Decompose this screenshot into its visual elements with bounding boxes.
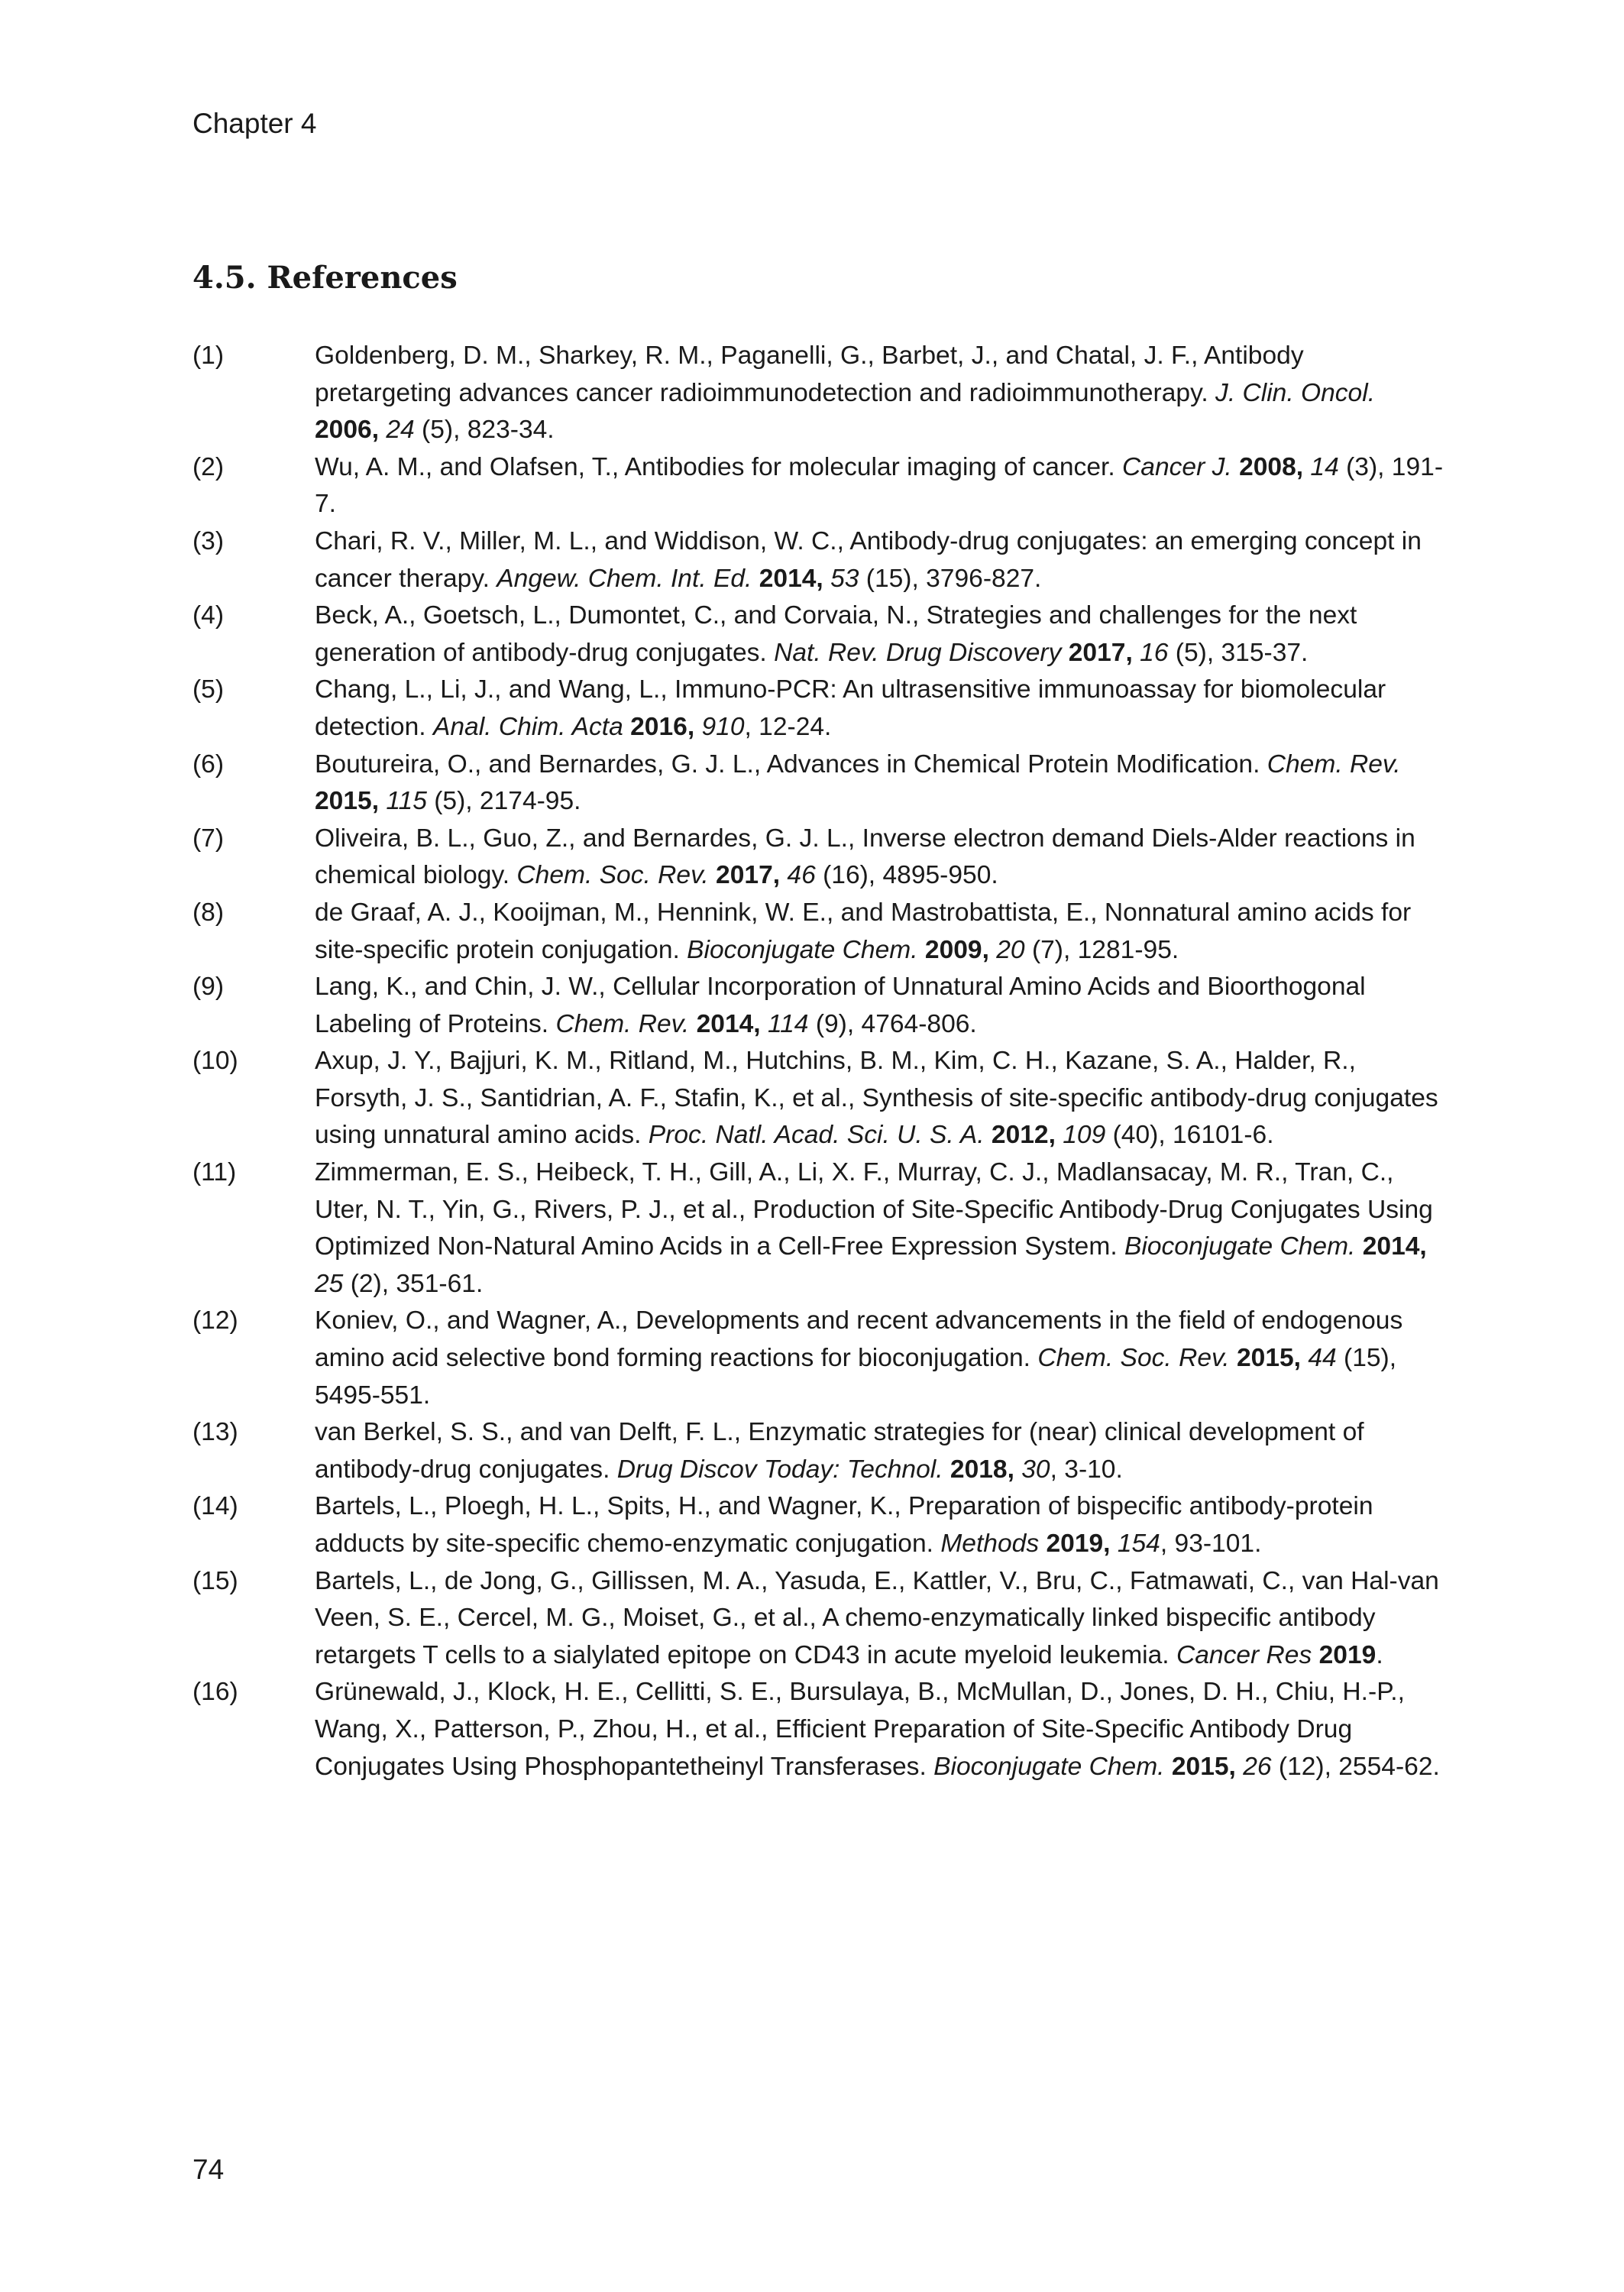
reference-title: Preparation of bispecific antibody-protein adducts by site-specific chemo-enzymatic conjugation. [315,1492,1373,1558]
reference-item [192,1414,1445,1488]
reference-year: 2009, [924,935,989,964]
reference-text [315,1563,1445,1675]
reference-title: Nonnatural amino acids for site-specific protein conjugation. [315,898,1412,964]
reference-number: (10) [192,1047,238,1076]
reference-title: Developments and recent advancements in the field of endogenous amino acid selective bond forming reactions for bioconjugation. [315,1306,1403,1373]
reference-year: 2014, [1362,1232,1427,1261]
reference-text [315,449,1445,523]
reference-item [192,895,1445,969]
reference-text [315,597,1445,672]
reference-item [192,1488,1445,1562]
reference-number: (13) [192,1418,238,1447]
reference-volume: 46 [780,861,816,890]
reference-text [315,672,1445,746]
reference-authors: Boutureira, O., and Bernardes, G. J. L., [315,749,767,779]
reference-journal: Cancer Res [1176,1640,1312,1669]
reference-pages: , 3-10. [1050,1455,1123,1484]
reference-year: 2018, [949,1455,1014,1484]
section-title: 4.5. References [192,260,458,296]
reference-number: (8) [192,898,225,927]
reference-number: (14) [192,1492,238,1521]
reference-number: (2) [192,452,225,481]
reference-number: (6) [192,749,225,779]
reference-separator [1312,1641,1318,1669]
reference-journal: Chem. Soc. Rev. [1037,1344,1230,1373]
reference-year: 2015, [315,787,380,816]
reference-title: Immuno-PCR: An ultrasensitive immunoassay for biomolecular detection. [315,675,1386,741]
reference-pages: , 12-24. [744,712,832,741]
reference-title: Synthesis of site-specific antibody-drug conjugates using unnatural amino acids. [315,1083,1438,1150]
reference-item [192,746,1445,821]
reference-title: Efficient Preparation of Site-Specific Antibody Drug Conjugates Using Phosphopantetheinyl Transferases. [315,1714,1353,1781]
reference-pages: (5), 2174-95. [426,787,581,816]
reference-journal: Proc. Natl. Acad. Sci. U. S. A. [648,1121,985,1150]
reference-item [192,1043,1445,1154]
reference-title: Strategies and challenges for the next generation of antibody-drug conjugates. [315,601,1357,667]
reference-separator [752,565,759,593]
reference-volume: 26 [1235,1752,1272,1781]
reference-text [315,969,1445,1043]
reference-volume: 20 [988,935,1025,964]
reference-separator [985,1121,992,1149]
reference-journal: J. Clin. Oncol. [1215,378,1376,407]
reference-title: Cellular Incorporation of Unnatural Amino Acids and Bioorthogonal Labeling of Proteins. [315,973,1366,1038]
reference-item [192,449,1445,523]
reference-pages: (15), 5495-551. [315,1344,1397,1410]
reference-item [192,1303,1445,1414]
reference-year: 2014, [696,1009,761,1038]
reference-pages: (15), 3796-827. [859,564,1042,593]
reference-year: 2015, [1171,1752,1236,1781]
reference-number: (4) [192,601,225,630]
reference-number: (12) [192,1306,238,1335]
reference-authors: Grünewald, J., Klock, H. E., Cellitti, S. E., Bursulaya, B., McMullan, D., Jones, D. H., Chiu, H.-P., Wang, X., Patterson, P., Zhou, H., et al., [315,1678,1405,1743]
reference-volume: 115 [379,787,427,816]
reference-authors: Chang, L., Li, J., and Wang, L., [315,675,675,704]
reference-pages: (3), 191-7. [315,452,1444,519]
reference-text [315,1488,1445,1562]
reference-text [315,523,1445,597]
reference-number: (11) [192,1158,237,1187]
reference-year: 2017, [1068,638,1133,667]
reference-number: (7) [192,824,225,853]
reference-authors: Oliveira, B. L., Guo, Z., and Bernardes, G. J. L., [315,824,862,853]
reference-volume: 154 [1110,1530,1160,1558]
reference-item [192,1563,1445,1675]
reference-separator [1061,639,1068,667]
reference-separator [918,936,925,964]
reference-item [192,672,1445,746]
reference-pages: . [1376,1640,1383,1669]
reference-year: 2015, [1236,1344,1301,1373]
reference-separator [1230,1344,1237,1372]
reference-volume: 16 [1132,638,1169,667]
reference-pages: (5), 823-34. [414,416,555,445]
reference-journal: Bioconjugate Chem. [1124,1232,1356,1261]
reference-list [192,338,1445,1785]
reference-authors: Goldenberg, D. M., Sharkey, R. M., Paganelli, G., Barbet, J., and Chatal, J. F., [315,342,1204,370]
reference-item [192,969,1445,1043]
reference-text [315,338,1445,449]
reference-authors: Chari, R. V., Miller, M. L., and Widdison, W. C., [315,526,850,555]
reference-text [315,1674,1445,1785]
reference-text [315,821,1445,895]
reference-text [315,1414,1445,1488]
reference-number: (3) [192,526,225,555]
reference-year: 2008, [1239,452,1304,481]
reference-title: A chemo-enzymatically linked bispecific antibody retargets T cells to a sialylated epitope on CD43 in acute myeloid leukemia. [315,1604,1376,1669]
reference-volume: 114 [760,1009,809,1038]
reference-item [192,523,1445,597]
reference-number: (1) [192,342,225,370]
reference-authors: Bartels, L., de Jong, G., Gillissen, M. A., Yasuda, E., Kattler, V., Bru, C., Fatmawati, C., van Hal-van Veen, S. E., Cercel, M. G., Moiset, G., et al., [315,1566,1439,1633]
reference-pages: (16), 4895-950. [815,861,998,890]
reference-text [315,1043,1445,1154]
reference-separator [1232,453,1239,481]
reference-text [315,895,1445,969]
reference-volume: 109 [1055,1121,1106,1150]
reference-journal: Cancer J. [1122,452,1232,481]
reference-year: 2017, [716,861,781,890]
reference-title: Advances in Chemical Protein Modification. [766,749,1267,779]
reference-authors: Beck, A., Goetsch, L., Dumontet, C., and Corvaia, N., [315,601,927,630]
reference-year: 2016, [630,712,695,741]
reference-pages: (7), 1281-95. [1024,935,1179,964]
reference-journal: Methods [940,1530,1040,1558]
reference-year: 2019, [1046,1530,1111,1558]
reference-journal: Bioconjugate Chem. [933,1752,1165,1781]
reference-journal: Chem. Soc. Rev. [516,861,709,890]
reference-journal: Chem. Rev. [1267,749,1401,779]
reference-journal: Bioconjugate Chem. [687,935,918,964]
reference-volume: 44 [1301,1344,1337,1373]
reference-title: Antibody pretargeting advances cancer radioimmunodetection and radioimmunotherapy. [315,342,1304,407]
reference-title: Antibody-drug conjugates: an emerging concept in cancer therapy. [315,526,1422,593]
reference-title: Production of Site-Specific Antibody-Drug Conjugates Using Optimized Non-Natural Amino Acids in a Cell-Free Expression System. [315,1195,1433,1261]
reference-authors: Axup, J. Y., Bajjuri, K. M., Ritland, M., Hutchins, B. M., Kim, C. H., Kazane, S. A., Halder, R., Forsyth, J. S., Santidrian, A. F., Stafin, K., et al., [315,1047,1356,1112]
reference-item [192,1674,1445,1785]
reference-authors: de Graaf, A. J., Kooijman, M., Hennink, W. E., and Mastrobattista, E., [315,898,1105,927]
reference-number: (15) [192,1566,238,1595]
reference-authors: van Berkel, S. S., and van Delft, F. L., [315,1418,749,1447]
reference-year: 2014, [759,564,823,593]
reference-authors: Bartels, L., Ploegh, H. L., Spits, H., and Wagner, K., [315,1492,909,1521]
reference-year: 2006, [315,416,380,445]
reference-title: Antibodies for molecular imaging of cancer. [624,452,1123,481]
reference-volume: 53 [823,564,859,593]
reference-pages: , 93-101. [1160,1530,1262,1558]
reference-volume: 14 [1303,452,1339,481]
reference-separator [709,861,716,889]
reference-journal: Angew. Chem. Int. Ed. [497,564,752,593]
reference-pages: (12), 2554-62. [1271,1752,1440,1781]
reference-volume: 910 [694,712,745,741]
reference-authors: Lang, K., and Chin, J. W., [315,973,613,1002]
reference-item [192,821,1445,895]
reference-year: 2019 [1318,1640,1377,1669]
reference-separator [1165,1753,1172,1781]
reference-authors: Koniev, O., and Wagner, A., [315,1306,636,1335]
reference-journal: Nat. Rev. Drug Discovery [774,638,1062,667]
reference-separator [623,713,630,741]
reference-pages: (5), 315-37. [1168,638,1309,667]
reference-separator [1355,1232,1362,1261]
reference-number: (16) [192,1678,238,1707]
reference-item [192,338,1445,449]
reference-journal: Drug Discov Today: Technol. [616,1455,943,1484]
reference-volume: 25 [315,1269,344,1298]
page-number: 74 [192,2154,225,2185]
reference-title: Inverse electron demand Diels-Alder reactions in chemical biology. [315,824,1415,890]
reference-pages: (9), 4764-806. [808,1009,977,1038]
reference-journal: Chem. Rev. [555,1009,690,1038]
reference-volume: 24 [379,416,415,445]
reference-journal: Anal. Chim. Acta [432,712,623,741]
reference-item [192,597,1445,672]
reference-year: 2012, [991,1121,1056,1150]
reference-text [315,1303,1445,1414]
reference-separator [943,1455,950,1484]
reference-text [315,1154,1445,1303]
reference-number: (9) [192,973,225,1002]
reference-pages: (2), 351-61. [343,1269,484,1298]
reference-authors: Wu, A. M., and Olafsen, T., [315,452,625,481]
reference-pages: (40), 16101-6. [1105,1121,1274,1150]
reference-separator [689,1010,696,1038]
reference-number: (5) [192,675,225,704]
reference-volume: 30 [1014,1455,1050,1484]
reference-authors: Zimmerman, E. S., Heibeck, T. H., Gill, A., Li, X. F., Murray, C. J., Madlansacay, M. R., Tran, C., Uter, N. T., Yin, G., Rivers, P. J., et al., [315,1158,1394,1224]
reference-title: Enzymatic strategies for (near) clinical development of antibody-drug conjugates. [315,1418,1364,1484]
reference-item [192,1154,1445,1303]
reference-text [315,746,1445,821]
running-head: Chapter 4 [192,108,317,139]
